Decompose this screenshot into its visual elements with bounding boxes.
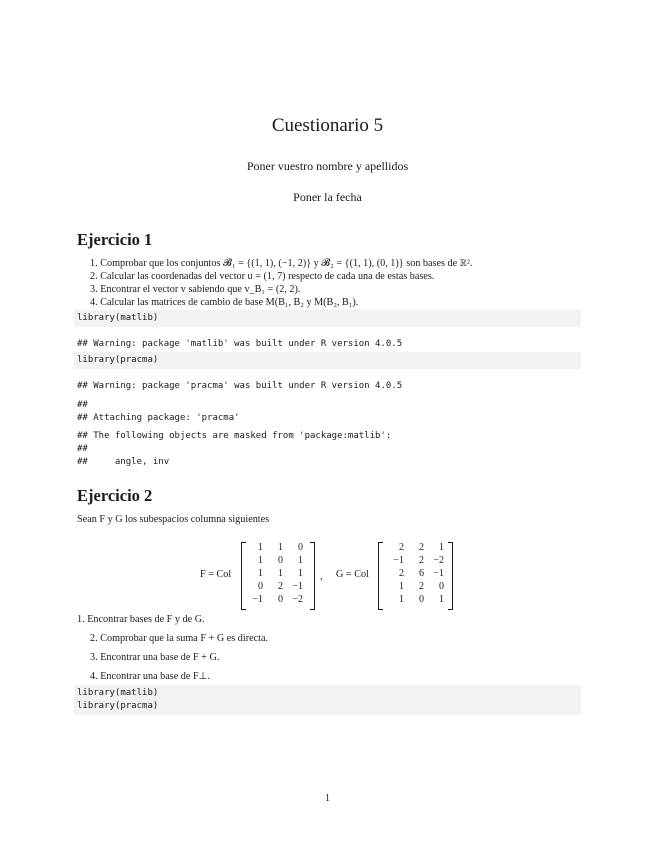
author-line: Poner vuestro nombre y apellidos [246,159,409,173]
matrix-cell: −2 [292,594,303,605]
f-label: F = Col [200,569,232,580]
matrix-cell: 6 [419,568,424,579]
matrix-cell: 1 [258,542,263,553]
matrix-cell: 1 [258,568,263,579]
output-line: ## Warning: package 'matlib' was built under R version 4.0.5 [77,339,403,349]
code-line: library(matlib) [77,313,159,323]
list-item: 2. Comprobar que la suma F + G es directa. [90,633,269,644]
right-bracket [448,542,453,610]
matrix-cell: 1 [439,594,444,605]
list-item: 2. Calcular las coordenadas del vector u = (1, 7) respecto de cada una de estas bases. [90,271,435,282]
matrix-cell: 2 [419,542,424,553]
list-item: 3. Encontrar el vector v sabiendo que v_B₁ = (2, 2). [90,284,301,295]
exercise-2-intro: Sean F y G los subespacios columna siguientes [77,514,270,525]
matrix-cell: 1 [439,542,444,553]
matrix-cell: 1 [298,555,303,566]
list-item: 3. Encontrar una base de F + G. [90,652,220,663]
matrix-cell: 1 [278,542,283,553]
document-title: Cuestionario 5 [271,115,384,136]
output-line: ## [77,400,88,410]
matrix-cell: −1 [252,594,263,605]
matrix-cell: 2 [399,568,404,579]
output-line: ## Attaching package: 'pracma' [77,413,240,423]
output-line: ## Warning: package 'pracma' was built under R version 4.0.5 [77,381,403,391]
code-line: library(matlib) [77,688,159,698]
right-bracket [310,542,315,610]
matrix-cell: −1 [292,581,303,592]
matrix-cell: 2 [419,581,424,592]
matrix-cell: 1 [399,594,404,605]
left-bracket [378,542,383,610]
matrix-cell: 1 [298,568,303,579]
exercise-2-heading: Ejercicio 2 [77,486,153,505]
matrix-cell: 1 [399,581,404,592]
list-item: 4. Calcular las matrices de cambio de base M(B₁, B₂ y M(B₂, B₁). [90,297,359,308]
matrix-cell: 0 [278,594,283,605]
matrix-cell: 1 [278,568,283,579]
output-line: ## angle, inv [77,457,170,467]
matrix-cell: 0 [278,555,283,566]
list-item: 1. Encontrar bases de F y de G. [77,614,205,625]
matrix-cell: 0 [298,542,303,553]
exercise-1-heading: Ejercicio 1 [77,230,153,249]
matrix-cell: 0 [439,581,444,592]
matrix-cell: 2 [419,555,424,566]
matrix-cell: 0 [419,594,424,605]
page-number: 1 [325,793,330,804]
matrix-cell: 2 [278,581,283,592]
separator-comma: , [320,571,323,582]
left-bracket [241,542,246,610]
matrix-cell: 2 [399,542,404,553]
date-line: Poner la fecha [293,190,362,204]
code-line: library(pracma) [77,355,159,365]
matrix-cell: −1 [433,568,444,579]
code-line: library(pracma) [77,701,159,711]
output-line: ## [77,444,88,454]
list-item: 1. Comprobar que los conjuntos 𝓑₁ = {(1, 1), (−1, 2)} y 𝓑₂ = {(1, 1), (0, 1)} son bases de ℝ². [90,258,473,269]
matrix-cell: −1 [393,555,404,566]
matrix-cell: −2 [433,555,444,566]
g-label: G = Col [336,569,369,580]
output-line: ## The following objects are masked from 'package:matlib': [77,431,392,441]
matrix-cell: 0 [258,581,263,592]
list-item: 4. Encontrar una base de F⊥. [90,671,211,682]
matrix-cell: 1 [258,555,263,566]
